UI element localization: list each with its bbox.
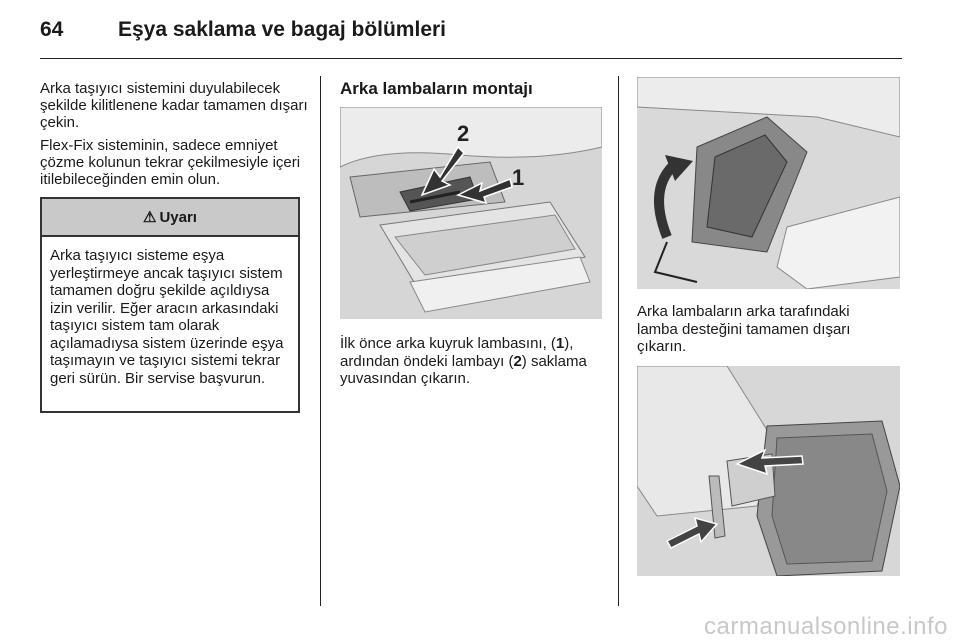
paragraph-2: Flex-Fix sisteminin, sadece emniyet çözme kolunun tekrar çekilmesiyle içeri itilebileceğinden emin olun. (40, 137, 301, 188)
page-title: Eşya saklama ve bagaj bölümleri (118, 18, 447, 41)
caption-1-ref-1: 1 (555, 335, 565, 352)
warning-body: Arka taşıyıcı sisteme eşya yerleştirmeye ancak taşıyıcı sistem tamamen doğru şekilde açıldıysa izin verilir. Eğer aracın arkasındaki taşıyıcı sistem tam olarak açılamadıysa sistem üzerinde eşya taşımayın ve taşıyıcı sistemi tekrar geri sürün. Bir servise başvurun. (50, 247, 284, 387)
caption-1-ref-2: 2 (513, 352, 522, 370)
caption-1-a: İlk önce arka kuyruk lambasını, ( (340, 335, 556, 352)
warning-header (42, 199, 298, 237)
column-divider-2 (618, 76, 619, 606)
paragraph-1: Arka taşıyıcı sistemini duyulabilecek şekilde kilitlenene kadar tamamen dışarı çekin. (40, 80, 308, 131)
caption-1-b: ), ardından öndeki lambayı ( (340, 335, 574, 370)
caption-2: Arka lambaların arka tarafındaki lamba desteğini tamamen dışarı çıkarın. (637, 303, 851, 355)
callout-1: 1 (512, 165, 525, 190)
figure-lamp-holder (637, 366, 900, 576)
warning-title: Uyarı (159, 208, 197, 226)
caption-1-c: ) saklama yuvasından çıkarın. (340, 352, 587, 387)
column-divider-1 (320, 76, 321, 606)
caption-1 (340, 335, 610, 388)
warning-box (40, 197, 300, 413)
warning-icon: ⚠ (143, 209, 157, 226)
callout-2: 2 (457, 121, 470, 146)
page-number: 64 (40, 18, 64, 41)
footer-watermark: carmanualsonline.info (704, 613, 948, 640)
section-title: Arka lambaların montajı (340, 79, 533, 98)
column-1-text (40, 80, 308, 194)
figure-lamp-rotation (637, 77, 900, 289)
header-rule (40, 58, 902, 59)
figure-rear-lamps-storage (340, 107, 602, 319)
